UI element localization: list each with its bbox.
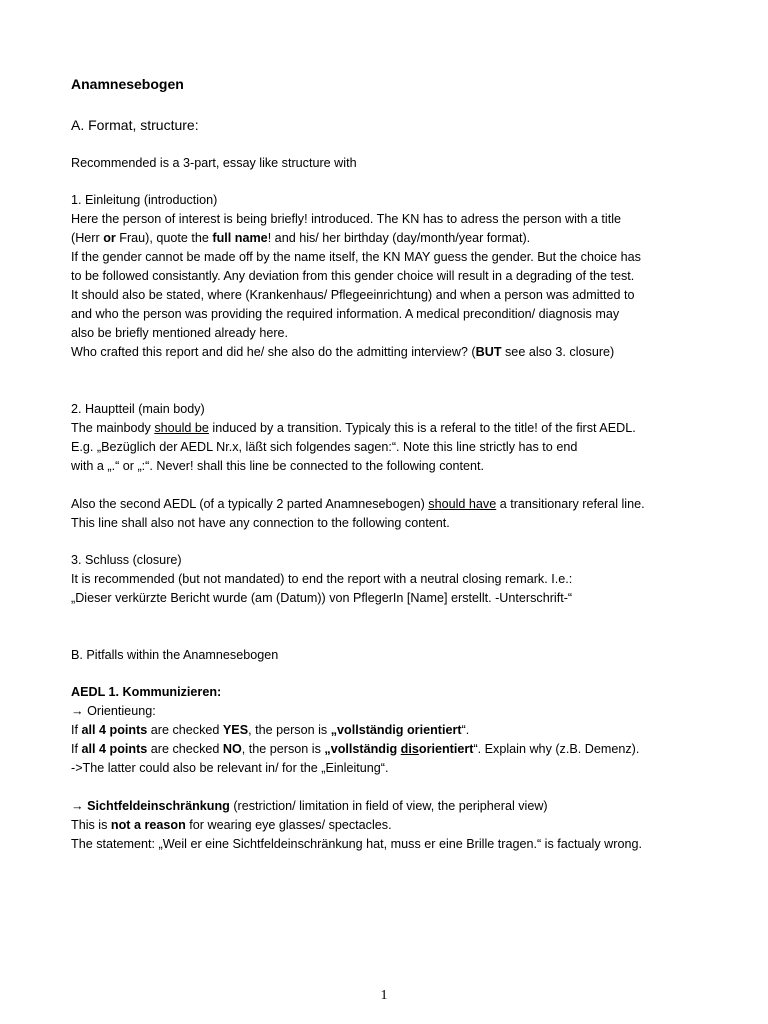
aedl1-heading: AEDL 1. Kommunizieren: [71, 685, 222, 699]
orientation-yes-line: If all 4 points are checked YES, the person is „vollständig orientiert“. [71, 723, 470, 737]
document-title: Anamnesebogen [71, 76, 184, 92]
part2-heading: 2. Hauptteil (main body) [71, 402, 205, 416]
orientation-no-line: If all 4 points are checked NO, the person is „vollständig disorientiert“. Explain why (z.B. Demenz). [71, 742, 640, 756]
part2-line: E.g. „Bezüglich der AEDL Nr.x, läßt sich folgendes sagen:“. Note this line strictly has to end [71, 440, 578, 454]
sichtfeld-line: → Sichtfeldeinschränkung (restriction/ limitation in field of view, the peripheral view) [71, 799, 548, 813]
part2-line: The mainbody should be induced by a transition. Typicaly this is a referal to the title! of the first AEDL. [71, 421, 636, 435]
part1-line: Here the person of interest is being briefly! introduced. The KN has to adress the person with a title [71, 212, 621, 226]
part1-line: (Herr or Frau), quote the full name! and his/ her birthday (day/month/year format). [71, 231, 531, 245]
part3-line: „Dieser verkürzte Bericht wurde (am (Datum)) von PflegerIn [Name] erstellt. -Unterschrift-“ [71, 591, 573, 605]
part1-heading: 1. Einleitung (introduction) [71, 193, 218, 207]
part1-line: to be followed consistantly. Any deviation from this gender choice will result in a degrading of the test. [71, 269, 635, 283]
part2-line: with a „.“ or „:“. Never! shall this line be connected to the following content. [71, 459, 484, 473]
part2-line: This line shall also not have any connection to the following content. [71, 516, 450, 530]
part3-line: It is recommended (but not mandated) to end the report with a neutral closing remark. I.e.: [71, 572, 573, 586]
latter-note: ->The latter could also be relevant in/ for the „Einleitung“. [71, 761, 389, 775]
reason-line: This is not a reason for wearing eye glasses/ spectacles. [71, 818, 392, 832]
statement-line: The statement: „Weil er eine Sichtfeldeinschränkung hat, muss er eine Brille tragen.“ is factualy wrong. [71, 837, 642, 851]
part1-line: If the gender cannot be made off by the name itself, the KN MAY guess the gender. But the choice has [71, 250, 641, 264]
section-b-heading: B. Pitfalls within the Anamnesebogen [71, 648, 279, 662]
part2-line: Also the second AEDL (of a typically 2 parted Anamnesebogen) should have a transitionary referal line. [71, 497, 645, 511]
part1-line: also be briefly mentioned already here. [71, 326, 289, 340]
part1-line: It should also be stated, where (Krankenhaus/ Pflegeeinrichtung) and when a person was admitted to [71, 288, 635, 302]
part1-line: Who crafted this report and did he/ she also do the admitting interview? (BUT see also 3. closure) [71, 345, 615, 359]
part1-line: and who the person was providing the required information. A medical precondition/ diagnosis may [71, 307, 620, 321]
section-a-intro: Recommended is a 3-part, essay like structure with [71, 156, 357, 170]
orientation-line: → Orientieung: [71, 704, 156, 718]
part3-heading: 3. Schluss (closure) [71, 553, 182, 567]
section-a-heading: A. Format, structure: [71, 117, 199, 133]
page-number: 1 [380, 988, 388, 1003]
